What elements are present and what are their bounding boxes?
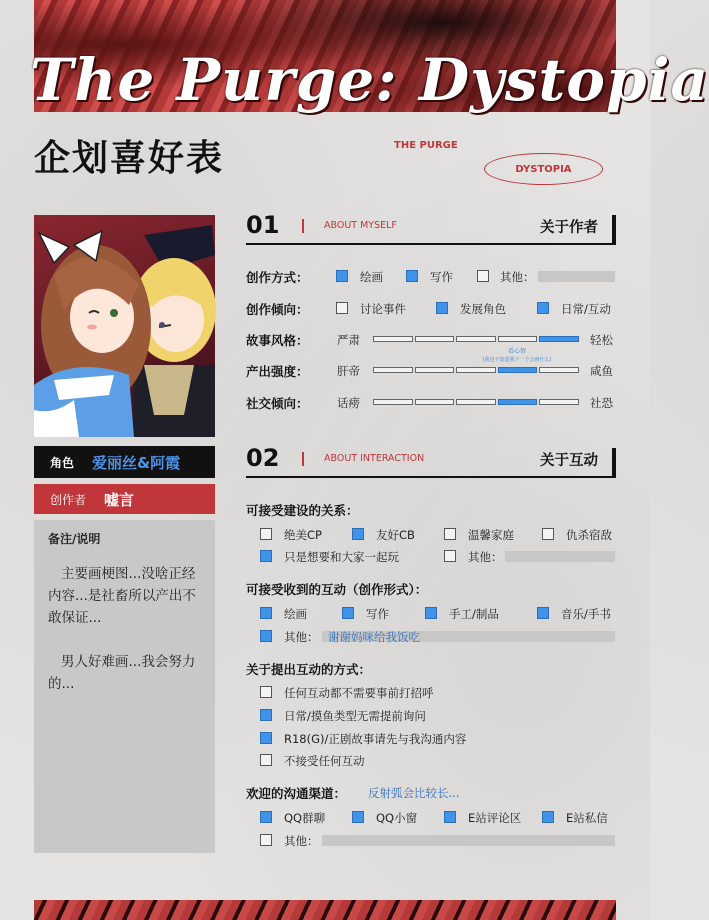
option-qq-group: QQ群聊: [284, 811, 326, 825]
section-rule: [246, 243, 614, 245]
checkbox-relations-other[interactable]: [444, 550, 456, 562]
scale-segment[interactable]: [415, 367, 455, 373]
scale-segment[interactable]: [539, 399, 579, 405]
intensity-note-title: 看心情: [507, 348, 526, 355]
checkbox-cp[interactable]: [260, 528, 272, 540]
section-end-bar: [612, 215, 616, 245]
option-e-dm: E站私信: [566, 811, 608, 825]
checkbox-no-interaction[interactable]: [260, 754, 272, 766]
checkbox-form-writing[interactable]: [342, 607, 354, 619]
option-family: 温馨家庭: [468, 528, 514, 542]
section-number: 02: [246, 444, 280, 472]
option-rival: 仇杀宿敌: [566, 528, 612, 542]
notes-title: 备注/说明: [48, 532, 101, 546]
scale-segment[interactable]: [415, 336, 455, 342]
section-header-about-myself: [246, 213, 616, 245]
option-form-writing: 写作: [366, 607, 389, 621]
option-cp: 绝美CP: [284, 528, 322, 542]
checkbox-form-handmade[interactable]: [425, 607, 437, 619]
author-bar: [34, 484, 215, 514]
option-form-handmade: 手工/制品: [449, 607, 499, 621]
scale-right-relaxed: 轻松: [590, 333, 613, 347]
checkbox-r18-ask[interactable]: [260, 732, 272, 744]
scale-segment[interactable]: [456, 367, 496, 373]
scale-segment[interactable]: [539, 367, 579, 373]
creation-tendency-label: 创作倾向：: [246, 302, 309, 317]
option-drawing: 绘画: [360, 270, 383, 284]
forms-other-value: 谢谢妈咪给我饭吃: [328, 630, 420, 644]
channels-note: 反射弧会比较长...: [368, 786, 460, 800]
scale-segment[interactable]: [415, 399, 455, 405]
scale-left-grinder: 肝帝: [337, 364, 360, 378]
intensity-note: [472, 348, 562, 364]
scale-segment[interactable]: [498, 367, 538, 373]
section-divider: [302, 452, 304, 466]
author-name: 嘘言: [104, 490, 135, 509]
scale-segment[interactable]: [456, 399, 496, 405]
checkbox-cb[interactable]: [352, 528, 364, 540]
section-divider: [302, 219, 304, 233]
checkbox-other[interactable]: [477, 270, 489, 282]
section-number: 01: [246, 211, 280, 239]
bottom-banner: [34, 900, 616, 920]
checkbox-no-greeting[interactable]: [260, 686, 272, 698]
option-form-other: 其他：: [284, 630, 319, 644]
checkbox-rival[interactable]: [542, 528, 554, 540]
notes-paragraph: 主要画梗图...没啥正经内容...是社畜所以产出不敢保证...: [48, 566, 196, 626]
scale-segment[interactable]: [498, 336, 538, 342]
page-title: 企划喜好表: [34, 138, 225, 179]
option-relations-other: 其他：: [468, 550, 503, 564]
forms-title: 可接受收到的互动（创作形式）：: [246, 582, 428, 597]
dystopia-label: DYSTOPIA: [515, 163, 572, 175]
scale-segment[interactable]: [373, 367, 413, 373]
checkbox-form-other[interactable]: [260, 630, 272, 642]
checkbox-form-drawing[interactable]: [260, 607, 272, 619]
option-qq-private: QQ小窗: [376, 811, 418, 825]
option-daily-interaction: 日常/互动: [561, 302, 611, 316]
option-no-greeting: 任何互动都不需要事前打招呼: [284, 686, 434, 700]
character-name: 爱丽丝&阿霞: [92, 453, 181, 472]
notes-panel: [34, 520, 215, 853]
checkbox-qq-private[interactable]: [352, 811, 364, 823]
checkbox-channel-other[interactable]: [260, 834, 272, 846]
option-play-together: 只是想要和大家一起玩: [284, 550, 399, 564]
option-e-comments: E站评论区: [468, 811, 522, 825]
gothic-title: The Purge: Dystopia: [30, 46, 709, 114]
relations-title: 可接受建设的关系：: [246, 503, 359, 518]
checkbox-play-together[interactable]: [260, 550, 272, 562]
option-develop-character: 发展角色: [460, 302, 506, 316]
checkbox-discuss-events[interactable]: [336, 302, 348, 314]
section-end-bar: [612, 448, 616, 478]
intensity-note-sub: (我也不知道我下一个会画什么): [482, 357, 552, 363]
social-tendency-scale[interactable]: [373, 399, 579, 405]
output-intensity-scale[interactable]: [373, 367, 579, 373]
character-label: 角色: [50, 455, 75, 470]
checkbox-writing[interactable]: [406, 270, 418, 282]
option-other: 其他：: [500, 270, 535, 284]
option-discuss-events: 讨论事件: [360, 302, 406, 316]
character-portrait: [34, 215, 215, 437]
option-cb: 友好CB: [376, 528, 415, 542]
scale-segment[interactable]: [373, 336, 413, 342]
section-rule: [246, 476, 614, 478]
channels-other-field[interactable]: [322, 835, 615, 846]
channels-title: 欢迎的沟通渠道：: [246, 786, 347, 801]
story-style-label: 故事风格：: [246, 333, 309, 348]
checkbox-develop-character[interactable]: [436, 302, 448, 314]
scale-segment[interactable]: [498, 399, 538, 405]
section-title-cn: 关于互动: [540, 453, 598, 469]
option-writing: 写作: [430, 270, 453, 284]
checkbox-daily-interaction[interactable]: [537, 302, 549, 314]
checkbox-qq-group[interactable]: [260, 811, 272, 823]
relations-other-field[interactable]: [505, 551, 615, 562]
section-header-about-interaction: [246, 446, 616, 478]
scale-segment[interactable]: [373, 399, 413, 405]
checkbox-family[interactable]: [444, 528, 456, 540]
method-title: 关于提出互动的方式：: [246, 662, 372, 677]
scale-right-lazy: 咸鱼: [590, 364, 613, 378]
notes-paragraph: 男人好难画...我会努力的...: [48, 654, 196, 692]
scale-segment[interactable]: [456, 336, 496, 342]
character-illustration: [34, 215, 215, 437]
checkbox-e-comments[interactable]: [444, 811, 456, 823]
option-r18-ask: R18(G)/正剧故事请先与我沟通内容: [284, 732, 467, 746]
section-title-cn: 关于作者: [540, 220, 598, 236]
output-intensity-label: 产出强度：: [246, 364, 309, 379]
social-tendency-label: 社交倾向：: [246, 396, 309, 411]
option-no-interaction: 不接受任何互动: [284, 754, 365, 768]
checkbox-daily-no-ask[interactable]: [260, 709, 272, 721]
scale-segment[interactable]: [539, 336, 579, 342]
checkbox-drawing[interactable]: [336, 270, 348, 282]
story-style-scale[interactable]: [373, 336, 579, 342]
scale-right-introvert: 社恐: [590, 396, 613, 410]
option-form-music: 音乐/手书: [561, 607, 611, 621]
scale-left-talkative: 话痨: [337, 396, 360, 410]
purge-label: THE PURGE: [394, 140, 458, 151]
author-label: 创作者: [50, 492, 87, 507]
scale-left-serious: 严肃: [337, 333, 360, 347]
checkbox-form-music[interactable]: [537, 607, 549, 619]
checkbox-e-dm[interactable]: [542, 811, 554, 823]
other-input-field[interactable]: [538, 271, 615, 282]
section-title-en: ABOUT INTERACTION: [324, 453, 425, 464]
character-bar: [34, 446, 215, 478]
section-title-en: ABOUT MYSELF: [324, 220, 397, 231]
option-form-drawing: 绘画: [284, 607, 307, 621]
option-daily-no-ask: 日常/摸鱼类型无需提前询问: [284, 709, 426, 723]
dystopia-badge: [484, 153, 603, 185]
option-channel-other: 其他：: [284, 834, 319, 848]
creation-method-label: 创作方式：: [246, 270, 309, 285]
